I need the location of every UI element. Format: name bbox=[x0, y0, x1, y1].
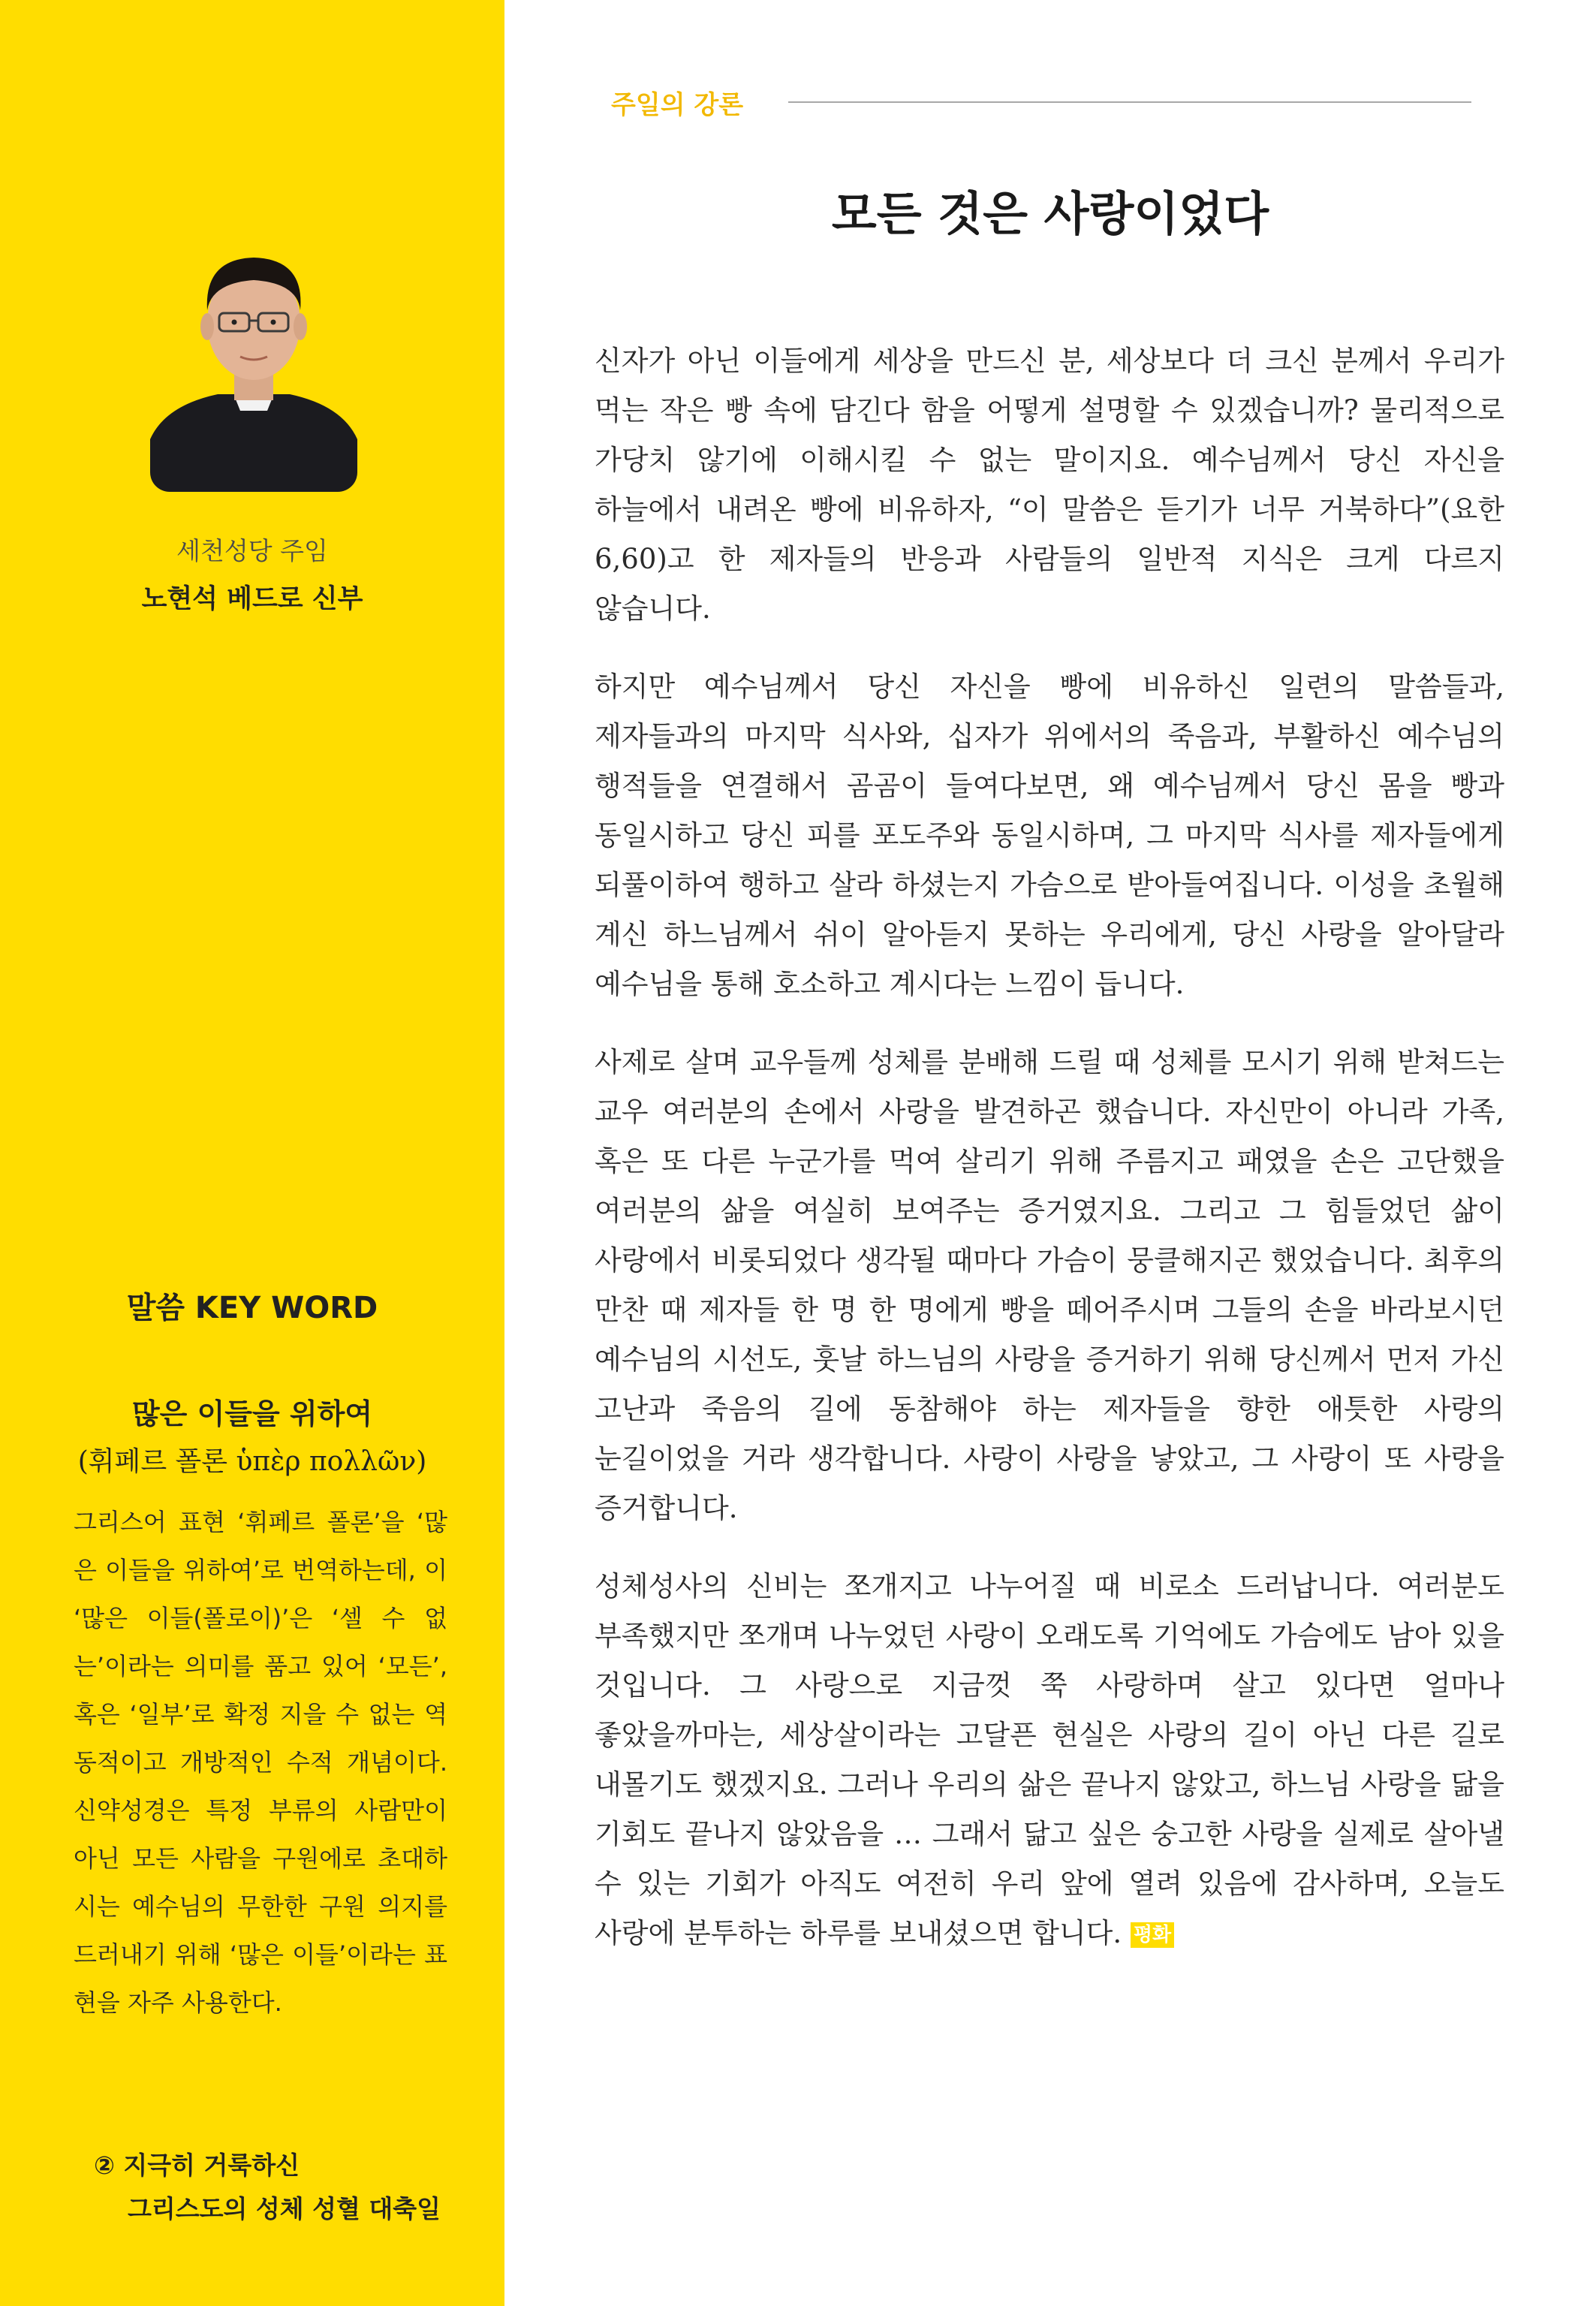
feast-line-1: ② 지극히 거룩하신 bbox=[94, 2151, 300, 2180]
author-role: 세천성당 주임 bbox=[176, 536, 328, 565]
author-photo bbox=[150, 214, 357, 492]
section-label: 주일의 강론 bbox=[611, 90, 744, 120]
article-paragraph-4 bbox=[595, 1562, 1504, 1958]
article-paragraph-2: 하지만 예수님께서 당신 자신을 빵에 비유하신 일련의 말씀들과, 제자들과의 마지막 식사와, 십자가 위에서의 죽음과, 부활하신 예수님의 행적들을 연결해서 곰곰이 들여다보면, 왜 예수님께서 당신 몸을 빵과 동일시하고 당신 피를 포도주와 동일시하며, 그 마지막 식사를 제자들에게 되풀이하여 행하고 살라 하셨는지 가슴으로 받아들여집니다. 이성을 초월해 계신 하느님께서 쉬이 알아듣지 못하는 우리에게, 당신 사랑을 알아달라 예수님을 통해 호소하고 계시다는 느낌이 듭니다. bbox=[595, 671, 1504, 1000]
section-divider bbox=[788, 101, 1471, 103]
article-title: 모든 것은 사랑이었다 bbox=[831, 186, 1269, 241]
article-paragraph-1: 신자가 아닌 이들에게 세상을 만드신 분, 세상보다 더 크신 분께서 우리가 먹는 작은 빵 속에 담긴다 함을 어떻게 설명할 수 있겠습니까? 물리적으로 가당치 않기에 이해시킬 수 없는 말이지요. 예수님께서 당신 자신을 하늘에서 내려온 빵에 비유하자, “이 말씀은 듣기가 너무 거북하다”(요한 6,60)고 한 제자들의 반응과 사람들의 일반적 지식은 크게 다르지 않습니다. bbox=[595, 345, 1504, 625]
sidebar bbox=[0, 0, 504, 2306]
article-paragraph-3: 사제로 살며 교우들께 성체를 분배해 드릴 때 성체를 모시기 위해 받쳐드는 교우 여러분의 손에서 사랑을 발견하곤 했습니다. 자신만이 아니라 가족, 혹은 또 다른 누군가를 먹여 살리기 위해 주름지고 패였을 손은 고단했을 여러분의 삶을 여실히 보여주는 증거였지요. 그리고 그 힘들었던 삶이 사랑에서 비롯되었다 생각될 때마다 가슴이 뭉클해지곤 했었습니다. 최후의 만찬 때 제자들 한 명 한 명에게 빵을 떼어주시며 그들의 손을 바라보시던 예수님의 시선도, 훗날 하느님의 사랑을 증거하기 위해 당신께서 먼저 가신 고난과 죽음의 길에 동참해야 하는 제자들을 향한 애틋한 사랑의 눈길이었을 거라 생각합니다. 사랑이 사랑을 낳았고, 그 사랑이 또 사랑을 증거합니다. bbox=[595, 1046, 1504, 1524]
author-name: 노현석 베드로 신부 bbox=[141, 584, 363, 614]
keyword-heading: 많은 이들을 위하여 bbox=[131, 1397, 373, 1430]
author-photo-image bbox=[150, 214, 357, 492]
end-mark-logo: 평화 bbox=[1131, 1922, 1174, 1948]
keyword-body: 그리스어 표현 ‘휘페르 폴론’을 ‘많은 이들을 위하여’로 번역하는데, 이 ‘많은 이들(폴로이)’은 ‘셀 수 없는’이라는 의미를 품고 있어 ‘모든’, 혹은 ‘일부’로 확정 지을 수 없는 역동적이고 개방적인 수적 개념이다. 신약성경은 특정 부류의 사람만이 아닌 모든 사람을 구원에로 초대하시는 예수님의 무한한 구원 의지를 드러내기 위해 ‘많은 이들’이라는 표현을 자주 사용한다. bbox=[74, 1508, 447, 2017]
feast-line-2: 그리스도의 성체 성혈 대축일 bbox=[128, 2194, 441, 2223]
feast-caption bbox=[94, 2144, 441, 2231]
keyword-subheading: (휘페르 폴론 ὑπὲρ πολλῶν) bbox=[77, 1446, 427, 1477]
article-body bbox=[595, 336, 1504, 1987]
article-paragraph-4-text: 성체성사의 신비는 쪼개지고 나누어질 때 비로소 드러납니다. 여러분도 부족했지만 쪼개며 나누었던 사랑이 오래도록 기억에도 가슴에도 남아 있을 것입니다. 그 사랑으로 지금껏 쭉 사랑하며 살고 있다면 얼마나 좋았을까마는, 세상살이라는 고달픈 현실은 사랑의 길이 아닌 다른 길로 내몰기도 했겠지요. 그러나 우리의 삶은 끝나지 않았고, 하느님 사랑을 닮을 기회도 끝나지 않았음을 … 그래서 닮고 싶은 숭고한 사랑을 실제로 살아낼 수 있는 기회가 아직도 여전히 우리 앞에 열려 있음에 감사하며, 오늘도 사랑에 분투하는 하루를 보내셨으면 합니다. bbox=[595, 1570, 1504, 1949]
keyword-title: 말씀 KEY WORD bbox=[126, 1291, 378, 1325]
